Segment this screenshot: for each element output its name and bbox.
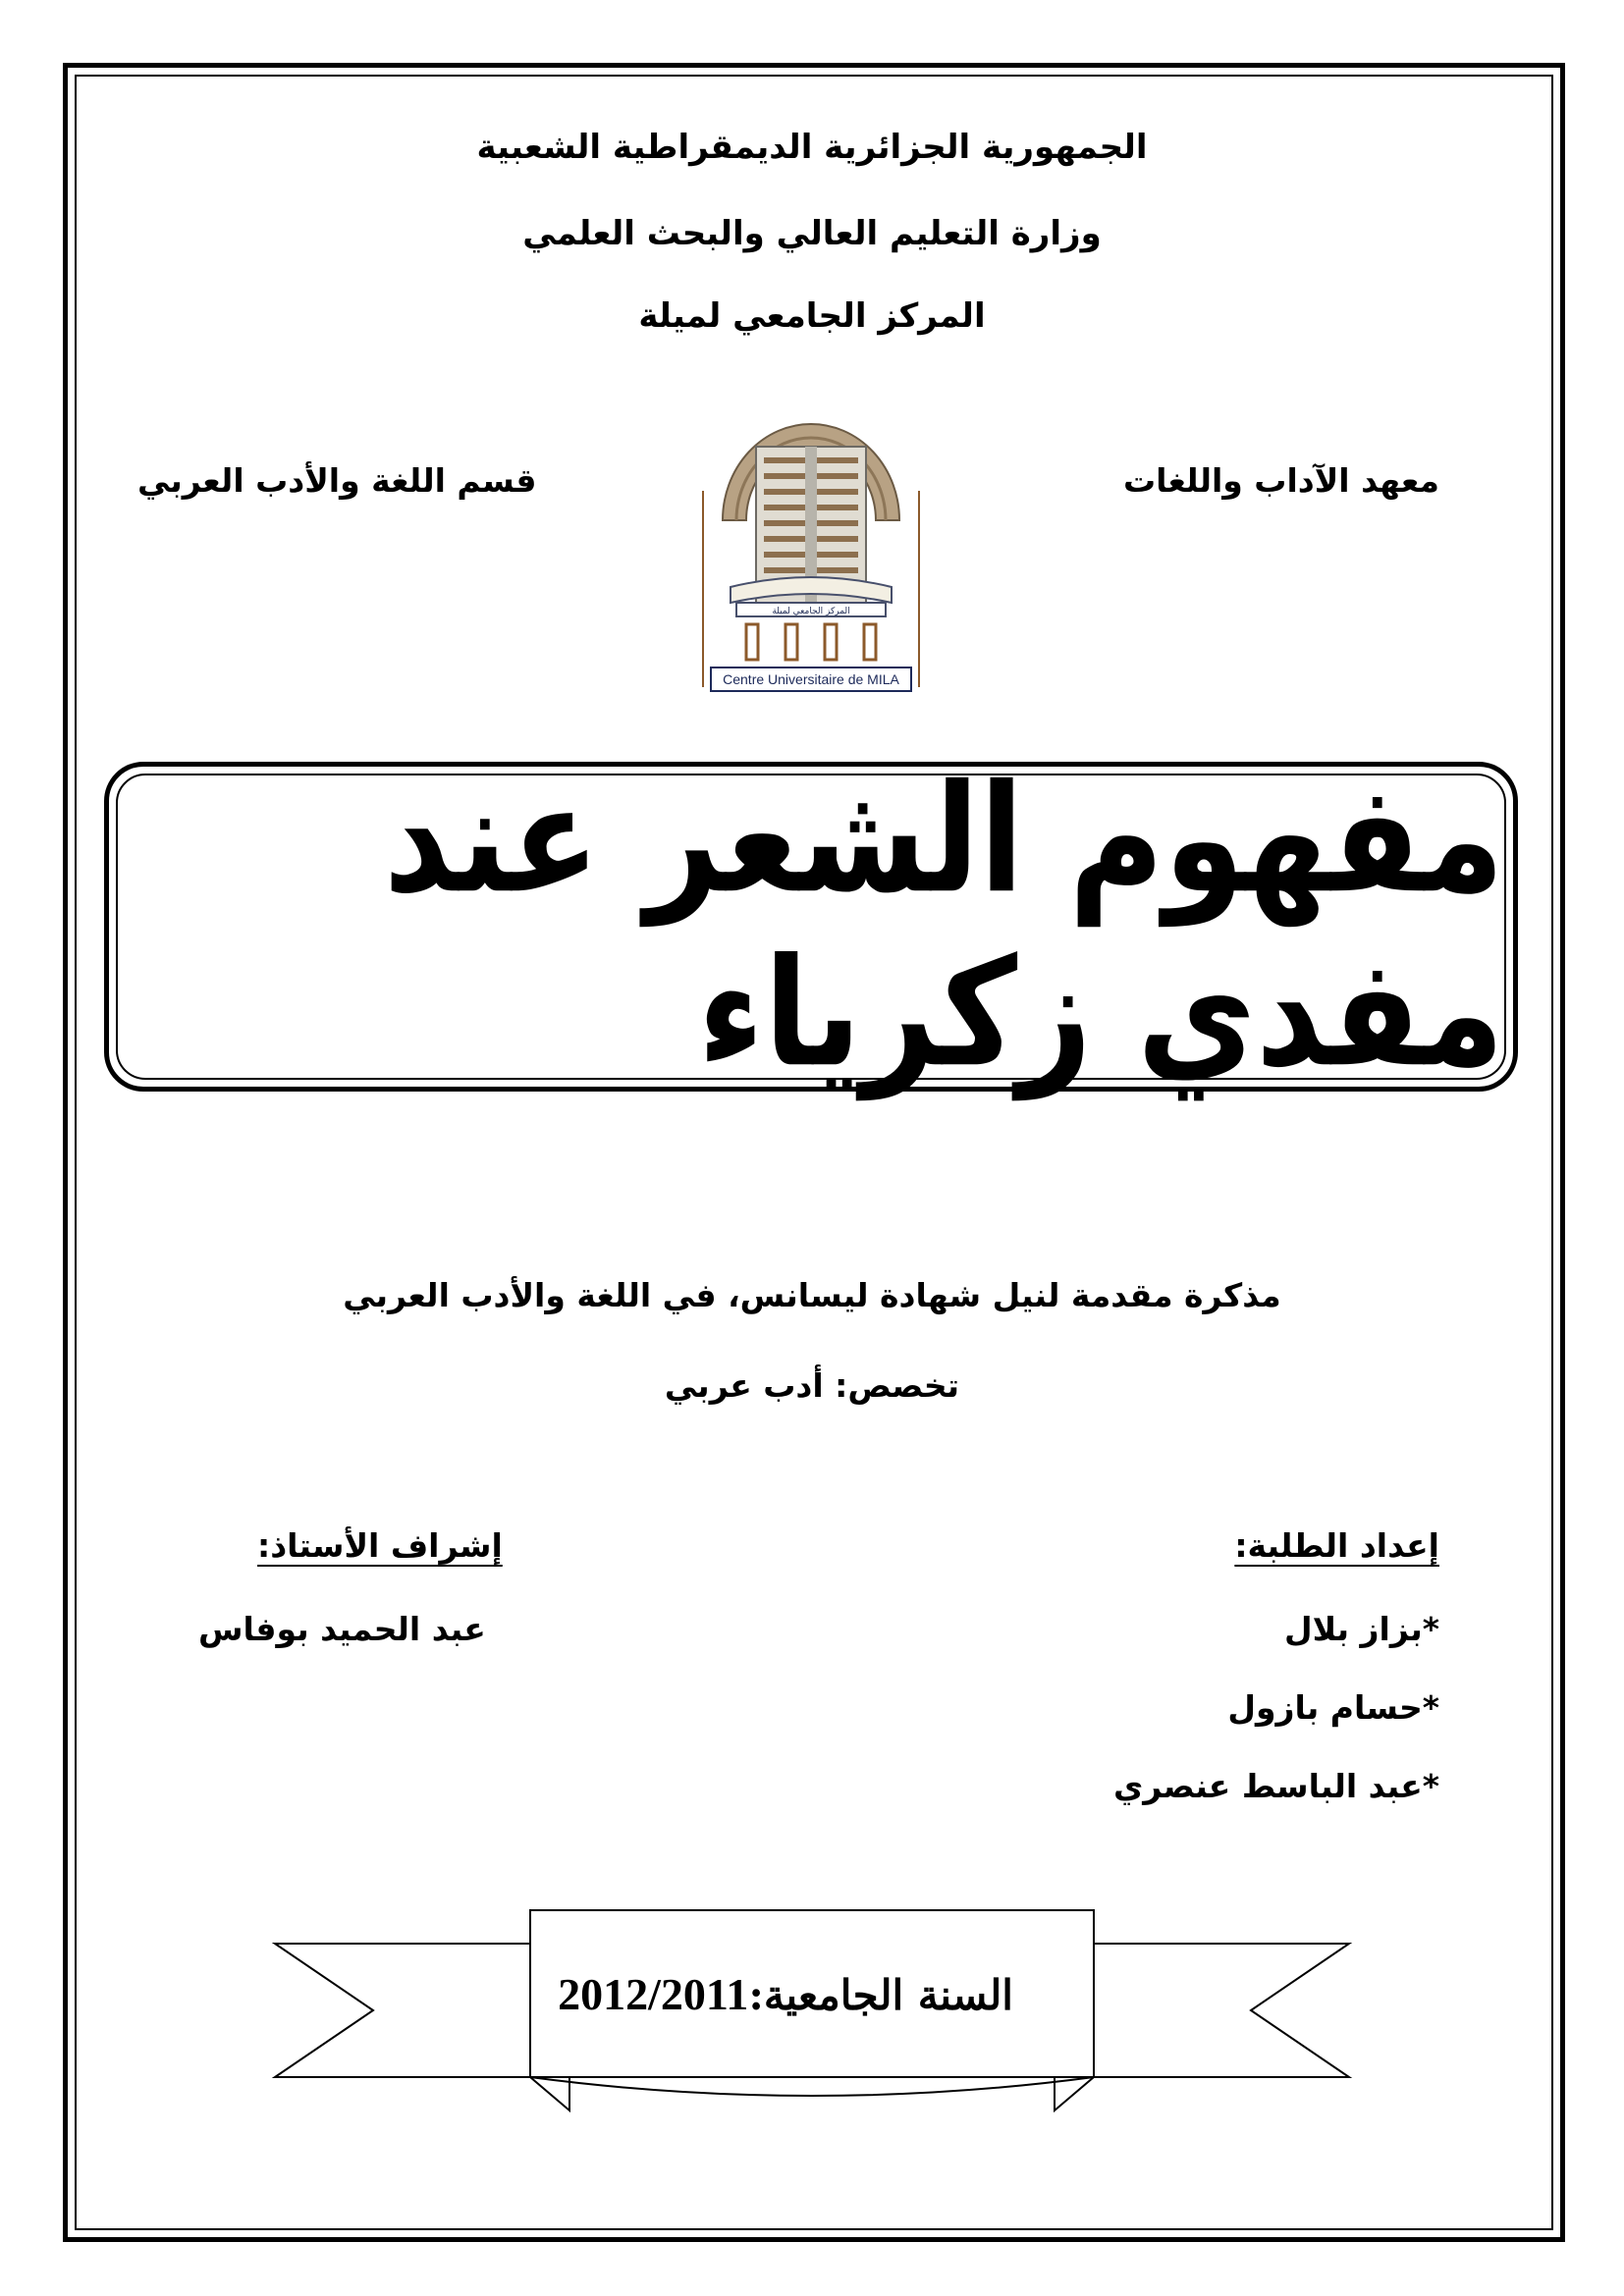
thesis-specialty: تخصص: أدب عربي (664, 1366, 960, 1405)
ministry-heading: وزارة التعليم العالي والبحث العلمي (522, 214, 1102, 253)
department-name: قسم اللغة والأدب العربي (137, 461, 537, 500)
student-name-3: *عبد الباسط عنصري (1113, 1767, 1439, 1805)
university-logo (697, 393, 925, 697)
supervisor-name: عبد الحميد بوفاس (198, 1610, 486, 1648)
logo-caption: Centre Universitaire de MILA (723, 671, 899, 687)
student-name-1: *بزاز بلال (1283, 1610, 1439, 1648)
institute-name: معهد الآداب واللغات (1122, 461, 1439, 500)
academic-year (550, 1968, 1021, 2020)
thesis-title: مفهوم الشعر عند مفدي زكرياء (383, 752, 1504, 1101)
year-ribbon (255, 1904, 1369, 2150)
academic-year-value: 2012/2011 (558, 1969, 749, 2019)
thesis-description: مذكرة مقدمة لنيل شهادة ليسانس، في اللغة والأدب العربي (343, 1276, 1281, 1314)
republic-heading: الجمهورية الجزائرية الديمقراطية الشعبية (476, 128, 1148, 167)
student-name-2: *حسام بازول (1227, 1688, 1439, 1727)
supervisor-label: إشراف الأستاذ: (257, 1526, 503, 1565)
students-label: إعداد الطلبة: (1234, 1526, 1439, 1565)
logo-arabic-caption: المركز الجامعي لميلة (772, 607, 850, 616)
academic-year-label: السنة الجامعية: (748, 1971, 1013, 2019)
center-heading: المركز الجامعي لميلة (638, 296, 986, 336)
title-frame (116, 752, 1506, 1101)
